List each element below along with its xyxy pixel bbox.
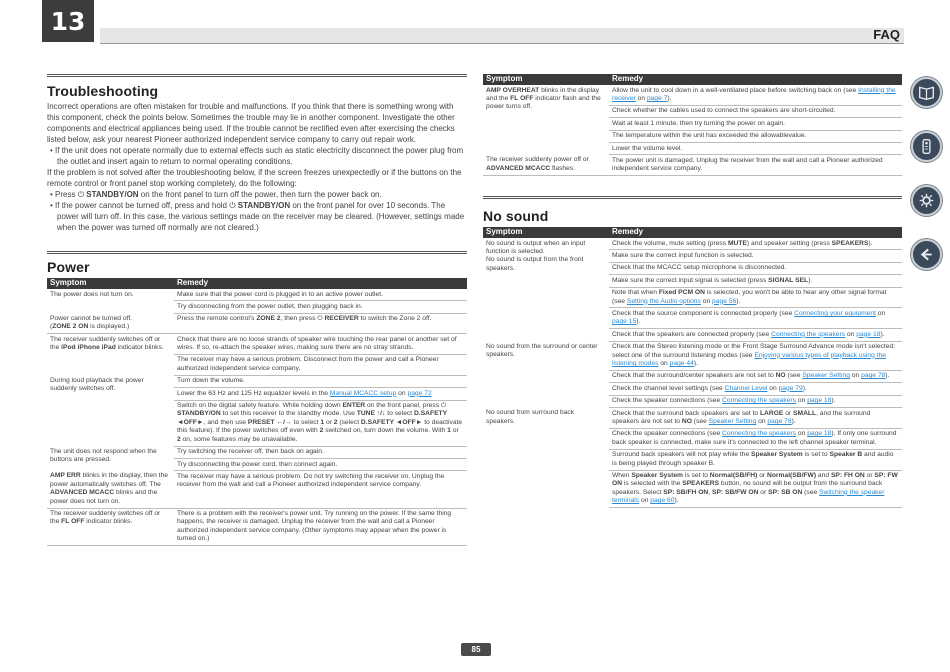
- link-connecting-speakers[interactable]: Connecting the speakers: [722, 430, 797, 438]
- link-page-72[interactable]: page 72: [407, 389, 432, 397]
- table-row: Check the speaker connections (see Connecting the speakers on page 18).: [483, 395, 902, 407]
- link-page-7[interactable]: page 7: [646, 94, 668, 102]
- table-row: The receiver suddenly power off or ADVANCED MCACC flashes. The power unit is damaged. Unplug the receiver from the wall and call a Pioneer authorized independent service company.: [483, 155, 902, 176]
- link-page-15[interactable]: page 15: [612, 318, 637, 326]
- link-manual-mcacc[interactable]: Manual MCACC setup: [329, 389, 397, 397]
- link-page-60[interactable]: page 60: [650, 497, 675, 505]
- table-row: During loud playback the power suddenly switches off. Turn down the volume.: [47, 375, 467, 387]
- table-row: The receiver suddenly switches off or the FL OFF indicator blinks. There is a problem with the receiver's power unit. Try running on the power. If the same thing happens, the receiver is damaged. Unplug the receiver from the wall and call a Pioneer authorized independent service company. (Other symptoms may appear when the power is turned on.): [47, 508, 467, 546]
- bullet-press-standby: • Press ⏻ STANDBY/ON on the front panel to turn off the power, then turn the power back on.: [50, 190, 382, 199]
- table-row: Check that the speakers are connected properly (see Connecting the speakers on page 18).: [483, 329, 902, 341]
- table-row: No sound is output when an input function is selected. No sound is output from the front speakers. Check the volume, mute setting (press MUTE) and speaker setting (press SPEAKERS).: [483, 238, 902, 250]
- symptom-header: Symptom: [483, 74, 609, 85]
- link-connecting-speakers[interactable]: Connecting the speakers: [722, 397, 797, 405]
- link-switching-terminals[interactable]: Switching the speaker terminals: [612, 488, 885, 505]
- header-bar: [100, 28, 904, 44]
- link-installing-receiver[interactable]: Installing the receiver: [612, 86, 896, 102]
- table-row: Make sure the correct input function is selected.: [483, 250, 902, 262]
- link-connecting-equipment[interactable]: Connecting your equipment: [794, 309, 876, 317]
- table-row: Power cannot be turned off. (ZONE 2 ON is displayed.) Press the remote control's ZONE 2, then press ⏻ RECEIVER to switch the Zone 2 off.: [47, 313, 467, 333]
- link-page-79[interactable]: page 79: [778, 384, 803, 392]
- table-row: Try disconnecting the power cord, then connect again.: [47, 459, 467, 471]
- link-listening-modes[interactable]: Enjoying various types of playback using the listening modes: [612, 351, 886, 367]
- table-row: Check whether the cables used to connect the speakers are short-circuited.: [483, 105, 902, 117]
- table-row: Check that the source component is connected properly (see Connecting your equipment on page 15).: [483, 308, 902, 329]
- table-row: Switch on the digital safety feature. While holding down ENTER on the front panel, press ⏻ STANDBY/ON to set this receiver to the standby mode. Use TUNE ↑/↓ to select D.SAFETY ◄OFF►, and then use PRESET ←/→ to select 1 or 2 (select D.SAFETY ◄OFF► to deactivate this feature). If the power switches off even with 2 switched on, turn down the volume. With 1 or 2 on, some features may be unavailable.: [47, 400, 467, 446]
- table-row: The receiver suddenly switches off or the iPod iPhone iPad indicator blinks. Check that there are no loose strands of speaker wire touching the rear panel or another set of wires. If so, re-attach the speaker wires, making sure there are no stray strands.: [47, 334, 467, 355]
- table-row: AMP ERR blinks in the display, then the power automatically switches off. The ADVANCED MCACC blinks and the power does not turn on. The receiver may have a serious problem. Do not try switching the receiver on. Unplug the receiver from the wall and call a Pioneer authorized independent service company.: [47, 471, 467, 508]
- bullet-static: • If the unit does not operate normally due to external effects such as static electricity disconnect the power plug from the outlet and insert again to return to normal operating conditions.: [50, 146, 464, 166]
- table-row: The unit does not respond when the buttons are pressed. Try switching the receiver off, then back on again.: [47, 446, 467, 458]
- link-page-18[interactable]: page 18: [856, 330, 881, 338]
- table-row: The power does not turn on. Make sure that the power cord is plugged in to an active power outlet.: [47, 289, 467, 301]
- no-sound-table: [483, 227, 902, 508]
- table-row: Wait at least 1 minute, then try turning the power on again.: [483, 118, 902, 130]
- overheat-table: [483, 74, 902, 176]
- chapter-number: 13: [42, 0, 94, 42]
- link-page-56[interactable]: page 56: [712, 297, 737, 305]
- link-speaker-setting[interactable]: Speaker Setting: [802, 372, 850, 380]
- back-arrow-icon[interactable]: [911, 239, 942, 270]
- power-table: [47, 278, 467, 546]
- table-row: Check the speaker connections (see Connecting the speakers on page 18). If only one surround back speaker is connected, make sure it's connected to the left channel speaker terminal.: [483, 428, 902, 449]
- remedy-header: Remedy: [609, 227, 902, 238]
- table-row: Check the channel level settings (see Channel Level on page 79).: [483, 383, 902, 395]
- power-heading: Power: [47, 259, 90, 275]
- table-row: Lower the 63 Hz and 125 Hz equalizer levels in the Manual MCACC setup on page 72: [47, 388, 467, 400]
- intro-paragraph: Incorrect operations are often mistaken for trouble and malfunctions. If you think that there is something wrong with this component, check the points below. Sometimes the trouble may lie in another component. Investigate the other components and electrical appliances being used. If the trouble cannot be rectified even after exercising the checks listed below, ask your nearest Pioneer authorized independent service company to carry out repair work.: [47, 102, 455, 144]
- remedy-header: Remedy: [609, 74, 902, 85]
- table-row: No sound from surround back speakers. Check that the surround back speakers are set to LARGE or SMALL, and the surround speakers are not set to NO (see Speaker Setting on page 78).: [483, 408, 902, 429]
- table-row: The receiver may have a serious problem. Disconnect from the power and call a Pioneer authorized independent service company.: [47, 354, 467, 375]
- page-number: 85: [461, 643, 491, 656]
- symptom-header: Symptom: [483, 227, 609, 238]
- link-page-18[interactable]: page 18: [807, 397, 832, 405]
- link-speaker-setting[interactable]: Speaker Setting: [708, 418, 757, 425]
- table-row: Note that when Fixed PCM ON is selected, you won't be able to hear any other signal format (see Setting the Audio options on page 56).: [483, 287, 902, 308]
- table-row: Lower the volume level.: [483, 143, 902, 155]
- symptom-header: Symptom: [47, 278, 174, 289]
- link-page-78[interactable]: page 78: [767, 418, 792, 425]
- table-row: Check that the surround/center speakers are not set to NO (see Speaker Setting on page 78).: [483, 370, 902, 382]
- settings-tools-icon[interactable]: [911, 185, 942, 216]
- remote-control-icon[interactable]: [911, 131, 942, 162]
- power-icon: ⏻: [77, 190, 87, 199]
- remedy-header: Remedy: [174, 278, 467, 289]
- link-page-44[interactable]: page 44: [669, 359, 694, 367]
- table-row: Try disconnecting from the power outlet, then plugging back in.: [47, 301, 467, 313]
- book-icon[interactable]: [911, 77, 942, 108]
- table-row: AMP OVERHEAT blinks in the display and the FL OFF indicator flash and the power turns off. Allow the unit to cool down in a well-ventilated place before switching back on (see Installing the receiver on page 7).: [483, 85, 902, 105]
- link-page-18[interactable]: page 18: [807, 430, 832, 438]
- no-sound-heading: No sound: [483, 208, 549, 224]
- link-connecting-speakers[interactable]: Connecting the speakers: [771, 330, 846, 338]
- link-page-78[interactable]: page 78: [861, 372, 886, 380]
- table-row: Surround back speakers will not play while the Speaker System is set to Speaker B and audio is being played through speaker B.: [483, 449, 902, 470]
- table-row: Make sure the correct input signal is selected (press SIGNAL SEL).: [483, 275, 902, 287]
- link-channel-level[interactable]: Channel Level: [724, 384, 768, 392]
- troubleshooting-heading: Troubleshooting: [47, 83, 159, 99]
- paragraph-if-not-solved: If the problem is not solved after the troubleshooting below, if the screen freezes unexpectedly or if the buttons on the remote control or front panel stop working completely, do the following:: [47, 168, 462, 188]
- table-row: No sound from the surround or center speakers. Check that the Stereo listening mode or the Front Stage Surround Advance mode isn't selected; select one of the surround listening modes (see Enjoying various types of playback using the listening modes on page 44).: [483, 341, 902, 370]
- table-row: The temperature within the unit has exceeded the allowablevalue.: [483, 130, 902, 142]
- table-row: Check that the MCACC setup microphone is disconnected.: [483, 262, 902, 274]
- power-icon: ⏻: [229, 201, 238, 210]
- bullet-hold-standby: • If the power cannot be turned off, press and hold ⏻ STANDBY/ON on the front panel for over 10 seconds. The power will turn off. In this case, the various settings made on the receiver may be cleared. (However, settings made when the power was turned off normally are not cleared.): [50, 201, 465, 232]
- table-row: When Speaker System is set to Normal(SB/FH) or Normal(SB/FW) and SP: FH ON or SP: FW ON is selected with the SPEAKERS button, no sound will be output from the surround back speakers. Select SP: SB/FH ON, SP: SB/FW ON or SP: SB ON (see Switching the speaker terminals on page 60).: [483, 470, 902, 508]
- section-title: FAQ: [873, 27, 900, 42]
- link-audio-options[interactable]: Setting the Audio options: [626, 297, 701, 305]
